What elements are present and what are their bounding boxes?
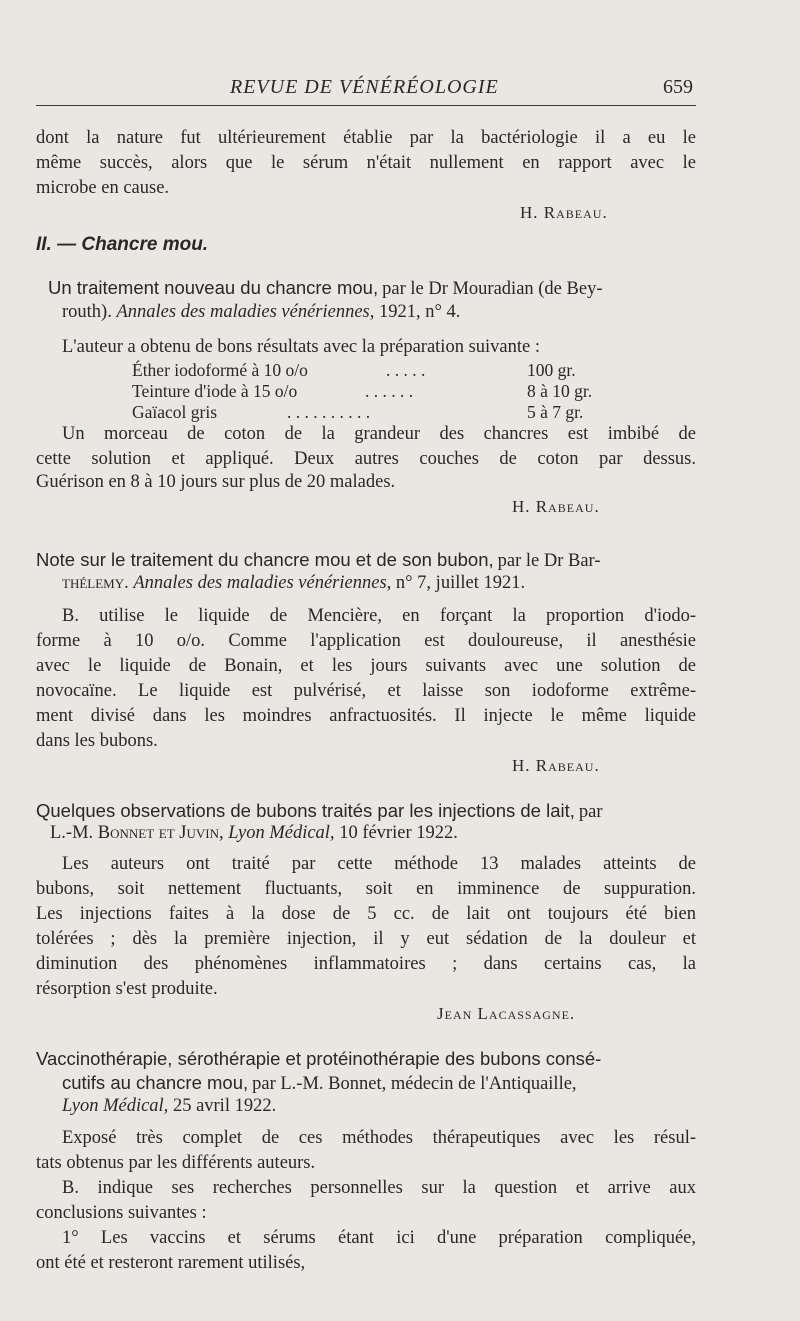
article2-author-cont: thélemy. [62,573,129,593]
recipe-qty-1: 100 gr. [527,360,576,380]
article4-source [62,1096,276,1117]
recipe-qty-3: 5 à 7 gr. [527,402,584,422]
recipe-item-1: Éther iodoformé à 10 o/o [132,360,308,380]
article3-title: Quelques observations de bubons traités par les injections de lait, [36,800,575,821]
header-rule [36,105,696,106]
intro-line-3: microbe en cause. [36,178,170,198]
article1-signature: H. Rabeau. [512,497,600,516]
article4-line-4: conclusions suivantes : [36,1203,207,1223]
article4-issue: 25 avril 1922. [172,1096,277,1116]
article2-line-4: novocaïne. Le liquide est pulvérisé, et laisse son iodoforme extrême- [36,681,696,701]
recipe-qty-2: 8 à 10 gr. [527,381,593,401]
article3-line-4: tolérées ; dès la première injection, il y eut sédation de la douleur et [36,929,696,949]
article1-line-3: Guérison en 8 à 10 jours sur plus de 20 malades. [36,472,396,492]
article1-byline: par le Dr Mouradian (de Bey- [382,279,603,299]
recipe-dots-3: . . . . . . . . . . [287,402,371,422]
article3-line-1: Les auteurs ont traité par cette méthode 13 malades atteints de [62,854,696,874]
article3-authors: L.-M. Bonnet et Juvin, [50,823,224,843]
article2-source [62,573,525,594]
recipe-dots-2: . . . . . . [365,381,414,401]
article4-title-line-2 [62,1072,577,1095]
article3-line-6: résorption s'est produite. [36,979,218,999]
article2-title-line [36,549,601,572]
recipe-item-3: Gaïacol gris [132,402,218,422]
article4-line-5: 1° Les vaccins et sérums étant ici d'une préparation compliquée, [62,1228,696,1248]
page-number: 659 [663,76,693,98]
article1-journal: Annales des maladies vénériennes, [116,302,375,322]
intro-line-1: dont la nature fut ultérieurement établie par la bactériologie il a eu le [36,128,696,148]
article3-byline: par [578,802,603,822]
article4-byline: par L.-M. Bonnet, médecin de l'Antiquaille, [252,1074,577,1094]
article1-line-1: Un morceau de coton de la grandeur des chancres est imbibé de [62,424,696,444]
article2-line-2: forme à 10 o/o. Comme l'application est douloureuse, il anesthésie [36,631,696,651]
article3-title-line [36,800,603,823]
article1-issue: 1921, n° 4. [379,302,461,322]
article3-journal: Lyon Médical, [228,823,335,843]
article4-line-1: Exposé très complet de ces méthodes thérapeutiques avec les résul- [62,1128,696,1148]
article4-title-2: cutifs au chancre mou, [62,1072,249,1093]
article1-title: Un traitement nouveau du chancre mou, [48,277,379,298]
article3-line-5: diminution des phénomènes inflammatoires ; dans certains cas, la [36,954,696,974]
running-header-title: REVUE DE VÉNÉRÉOLOGIE [230,76,499,98]
article2-line-5: ment divisé dans les moindres anfractuosités. Il injecte le même liquide [36,706,696,726]
article4-line-2: tats obtenus par les différents auteurs. [36,1153,316,1173]
article3-line-2: bubons, soit nettement fluctuants, soit en imminence de suppuration. [36,879,696,899]
article1-title-line [48,277,602,300]
article1-line-2: cette solution et appliqué. Deux autres couches de coton par dessus. [36,449,696,469]
article3-source [50,823,458,844]
intro-signature: H. Rabeau. [520,203,608,222]
article3-signature: Jean Lacassagne. [437,1004,576,1023]
section-heading: II. — Chancre mou. [36,234,209,255]
intro-line-2: même succès, alors que le sérum n'était nullement en rapport avec le [36,153,696,173]
article4-title-1: Vaccinothérapie, sérothérapie et protéinothérapie des bubons consé- [36,1048,602,1069]
article2-journal: Annales des maladies vénériennes, [133,573,392,593]
article3-issue: 10 février 1922. [339,823,458,843]
article1-lead: L'auteur a obtenu de bons résultats avec la préparation suivante : [62,337,540,357]
article1-source [62,302,460,323]
article1-source-a: routh). [62,302,112,322]
article2-line-3: avec le liquide de Bonain, et les jours suivants avec une solution de [36,656,696,676]
article4-line-6: ont été et resteront rarement utilisés, [36,1253,306,1273]
article3-line-3: Les injections faites à la dose de 5 cc. de lait ont toujours été bien [36,904,696,924]
article2-line-1: B. utilise le liquide de Mencière, en forçant la proportion d'iodo- [62,606,696,626]
article4-line-3: B. indique ses recherches personnelles sur la question et arrive aux [62,1178,696,1198]
recipe-dots-1: . . . . . [386,360,426,380]
article2-issue: n° 7, juillet 1921. [395,573,526,593]
article2-byline: par le Dr Bar- [497,551,601,571]
article4-journal: Lyon Médical, [62,1096,169,1116]
recipe-item-2: Teinture d'iode à 15 o/o [132,381,298,401]
article2-title: Note sur le traitement du chancre mou et de son bubon, [36,549,494,570]
article2-signature: H. Rabeau. [512,756,600,775]
article2-line-6: dans les bubons. [36,731,158,751]
